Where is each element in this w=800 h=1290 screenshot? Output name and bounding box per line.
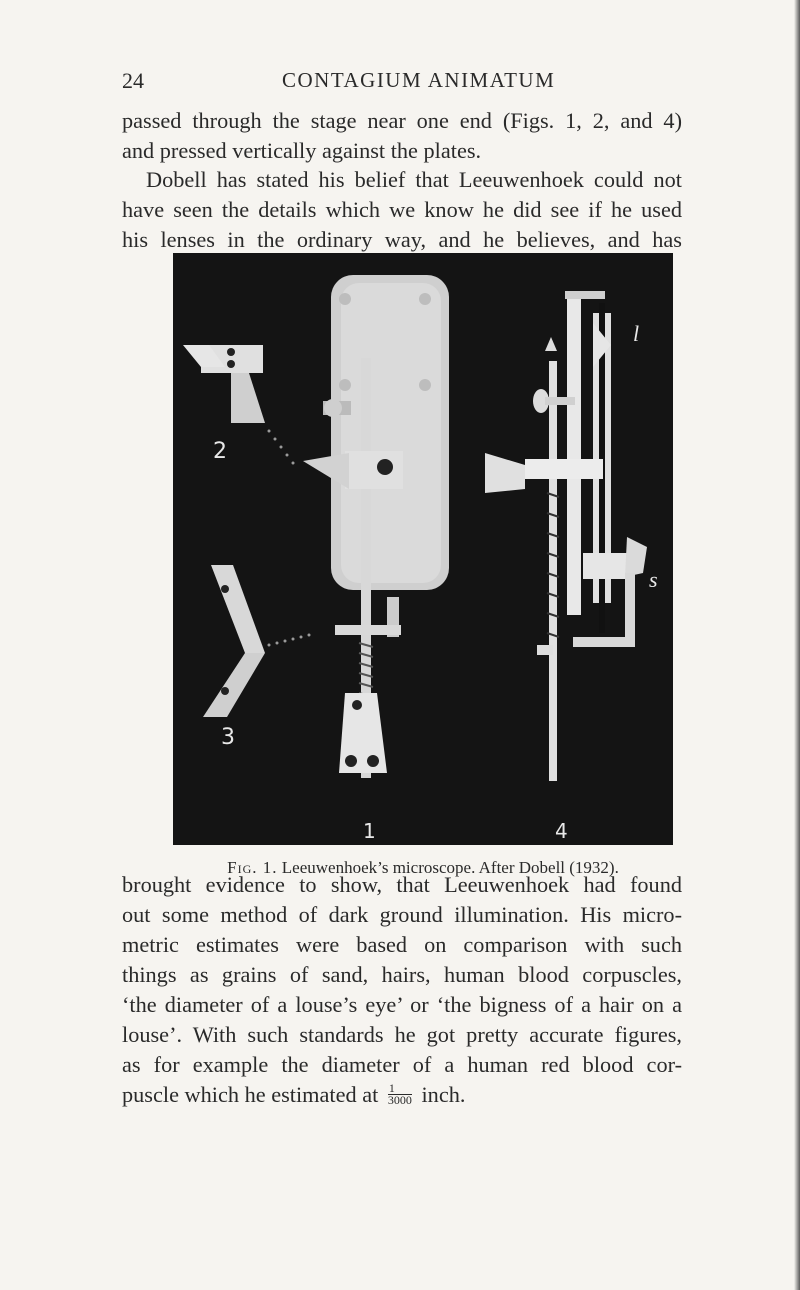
figure-label-4: 4 [555,819,568,843]
microscope-figure [173,253,673,845]
fraction-numerator: 1 [388,1083,412,1095]
paragraph-2 [122,165,682,255]
text-line: as for example the diameter of a human red blood cor- [122,1052,682,1077]
page-header [122,68,682,98]
paragraph-1 [122,106,682,166]
figure-label-2: 2 [213,439,227,464]
text-line: metric estimates were based on comparison with such [122,932,682,957]
text-line: louse’. With such standards he got pretty accurate figures, [122,1022,682,1047]
figure-label-s: s [649,567,658,592]
text-line-last [122,1080,682,1110]
caption-prefix: Fig. 1. [227,858,278,877]
text-fragment: inch. [421,1082,466,1107]
fraction-denominator: 3000 [387,1093,412,1108]
text-line: things as grains of sand, hairs, human blood corpuscles, [122,962,682,987]
text-line: have seen the details which we know he did see if he used [122,197,682,222]
caption-text: Leeuwenhoek’s microscope. After Dobell (1932). [281,858,619,877]
figure-label-l: l [633,321,640,346]
figure-label-1: 1 [363,819,376,843]
running-head: CONTAGIUM ANIMATUM [282,68,556,92]
page-number: 24 [122,68,144,93]
text-line: Dobell has stated his belief that Leeuwenhoek could not [146,167,682,192]
text-line: his lenses in the ordinary way, and he believes, and has [122,227,682,252]
paragraph-3 [122,870,682,1110]
text-fragment: puscle which he estimated at [122,1082,379,1107]
text-line: passed through the stage near one end (Figs. 1, 2, and 4) [122,108,682,133]
page-edge-shadow [794,0,800,1290]
text-line: ‘the diameter of a louse’s eye’ or ‘the bigness of a hair on a [122,992,682,1017]
text-line: and pressed vertically against the plates. [122,138,482,163]
text-line: brought evidence to show, that Leeuwenhoek had found [122,872,682,897]
fraction [388,1083,412,1106]
text-line: out some method of dark ground illumination. His micro- [122,902,682,927]
microscope-illustration [173,253,673,845]
figure-label-3: 3 [221,725,235,750]
